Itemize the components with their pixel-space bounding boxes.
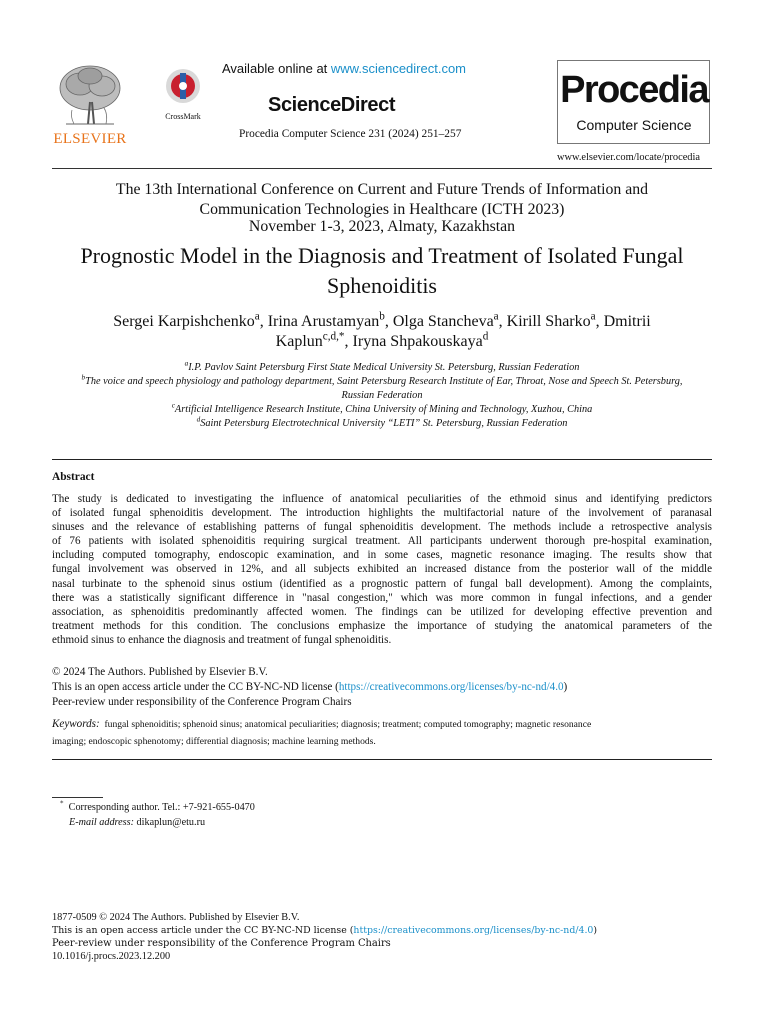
abstract-top-rule — [52, 459, 712, 460]
keywords-list-2: imaging; endoscopic sphenotomy; differential diagnosis; machine learning methods. — [52, 736, 376, 747]
keywords-list-1: fungal sphenoiditis; sphenoid sinus; anatomical peculiarities; diagnosis; treatment; computed tomography; magnetic resonance — [104, 719, 592, 730]
corresponding-author — [60, 799, 255, 813]
affiliation-b-cont: Russian Federation — [341, 390, 423, 401]
affil-mark: c — [171, 401, 175, 410]
crossmark-label: CrossMark — [165, 112, 201, 121]
abstract-line: treatment methods for this condition. The conclusions emphasize the importance of studying the anatomical parameters of the — [52, 619, 712, 632]
author-name: Iryna Shpakouskaya — [352, 333, 483, 350]
author-name: Kirill Sharko — [506, 313, 591, 330]
abstract-line: sinuses and the relevance of establishing patterns of fungal sphenoiditis development. The methods include a retrospective analysis — [52, 521, 712, 534]
abstract-line: ethmoid sinus to enhance the diagnosis and treatment of fungal sphenoiditis. — [52, 633, 392, 646]
available-prefix: Available online at — [222, 61, 331, 76]
open-access-notice — [52, 681, 567, 693]
keywords-label: Keywords: — [52, 718, 100, 730]
procedia-subtitle: Computer Science — [576, 117, 692, 133]
author-separator: , — [595, 313, 604, 330]
paper-title-line-1: Prognostic Model in the Diagnosis and Treatment of Isolated Fungal — [80, 243, 684, 268]
available-online — [222, 61, 466, 76]
author-affil-mark: d — [482, 330, 489, 343]
footer-open-access — [52, 925, 597, 936]
affil-mark: d — [196, 415, 201, 424]
abstract-line: association, as sphenoiditis predominantly affected women. The findings can be utilized for developing effective prevention and — [52, 605, 712, 618]
license-link[interactable]: https://creativecommons.org/licenses/by-nc-nd/4.0 — [338, 681, 564, 693]
conference-line-3: November 1-3, 2023, Almaty, Kazakhstan — [248, 218, 516, 235]
footer-peer-review: Peer-review under responsibility of the Conference Program Chairs — [52, 938, 391, 949]
sciencedirect-link[interactable]: www.sciencedirect.com — [330, 61, 467, 76]
affiliation-c — [52, 401, 712, 415]
journal-url[interactable]: www.elsevier.com/locate/procedia — [557, 152, 701, 163]
abstract-line: of isolated fungal sphenoiditis development. The introduction highlights the multifactorial nature of the involvement of paranasal — [52, 507, 712, 520]
abstract-line: of 76 patients with isolated sphenoiditis requiring surgical treatment. All participants underwent thorough pre-hospital examination, — [52, 535, 712, 548]
journal-citation: Procedia Computer Science 231 (2024) 251–257 — [239, 128, 462, 140]
authors-line-1 — [52, 310, 712, 331]
oa-suffix: ) — [563, 681, 568, 693]
footer-oa-prefix: This is an open access article under the CC BY-NC-ND license ( — [52, 925, 354, 936]
doi[interactable]: 10.1016/j.procs.2023.12.200 — [52, 951, 171, 962]
author-separator: , — [498, 313, 507, 330]
affil-text: The voice and speech physiology and pathology department, Saint Petersburg Research Institute of Ear, Throat, Nose and Speech St. Petersburg, — [85, 376, 683, 387]
author-affil-mark: a — [590, 310, 596, 323]
conference-line-1: The 13th International Conference on Current and Future Trends of Information and — [115, 181, 649, 198]
author-affil-mark: b — [379, 310, 385, 323]
header-divider — [52, 168, 712, 169]
email-label: E-mail address: — [69, 817, 134, 828]
email-line — [69, 817, 205, 828]
paper-title-line-2: Sphenoiditis — [326, 273, 437, 298]
affil-text: Artificial Intelligence Research Institute, China University of Mining and Technology, Xuzhou, China — [174, 404, 593, 415]
author-affil-mark: a — [254, 310, 260, 323]
affiliation-a — [52, 359, 712, 373]
peer-review-notice: Peer-review under responsibility of the Conference Program Chairs — [52, 696, 352, 708]
author-separator: , — [344, 333, 353, 350]
sciencedirect-brand: ScienceDirect — [268, 94, 396, 116]
abstract-line: including computed tomography, endoscopic examination, and in some cases, magnetic resonance imaging. The results show that — [52, 549, 712, 562]
affil-mark: b — [81, 373, 86, 382]
abstract-line: nasal turbinate to the sphenoid sinus ostium (identified as a prognostic pattern of fungal ball development). Among the complaints, — [52, 577, 712, 590]
author-separator: , — [384, 313, 393, 330]
author-separator: , — [259, 313, 268, 330]
abstract-line: there was a statistically significant difference in "nasal congestion," which was more common in fungal infections, and a gender — [52, 591, 712, 604]
author-name-last: Kaplun — [275, 333, 323, 350]
corresponding-text: Corresponding author. Tel.: +7-921-655-0470 — [68, 802, 255, 813]
abstract-body — [52, 492, 712, 647]
author-name: Irina Arustamyan — [267, 313, 380, 330]
author-name: Olga Stancheva — [392, 313, 494, 330]
abstract-line: The study is dedicated to investigating the influence of anatomical peculiarities of the ethmoid sinus and identifying predictors — [52, 493, 712, 505]
affiliation-d — [52, 415, 712, 429]
issn-copyright: 1877-0509 © 2024 The Authors. Published by Elsevier B.V. — [52, 912, 300, 923]
email-address[interactable]: dikaplun@etu.ru — [136, 817, 206, 828]
footnote-rule — [52, 797, 103, 798]
oa-prefix: This is an open access article under the CC BY-NC-ND license ( — [52, 681, 339, 693]
footer-oa-suffix: ) — [593, 925, 598, 936]
author-affil-mark: a — [493, 310, 499, 323]
abstract-bottom-rule — [52, 759, 712, 760]
affil-text: Saint Petersburg Electrotechnical University “LETI” St. Petersburg, Russian Federation — [200, 418, 568, 429]
abstract-line: fungal involvement was observed in 12%, and all subjects exhibited an increased distance from the posterior wall of the middle — [52, 563, 712, 576]
author-name: Sergei Karpishchenko — [113, 313, 255, 330]
publisher-wordmark: ELSEVIER — [53, 131, 127, 147]
copyright-notice: © 2024 The Authors. Published by Elsevier B.V. — [52, 666, 268, 678]
author-name-first: Dmitrii — [603, 313, 651, 330]
affiliation-b — [52, 373, 712, 387]
abstract-heading: Abstract — [52, 471, 95, 483]
conference-line-2: Communication Technologies in Healthcare (ICTH 2023) — [199, 201, 565, 218]
author-affil-mark: c,d,* — [322, 330, 345, 343]
footnote-star: * — [60, 799, 64, 808]
affil-mark: a — [184, 359, 189, 368]
authors-line-2 — [52, 330, 712, 351]
procedia-title: Procedia — [560, 69, 708, 111]
keywords — [52, 718, 712, 730]
footer-license-link[interactable]: https://creativecommons.org/licenses/by-nc-nd/4.0 — [353, 925, 594, 936]
affil-text: I.P. Pavlov Saint Petersburg First State Medical University St. Petersburg, Russian Federation — [188, 362, 580, 373]
crossmark-icon[interactable] — [160, 68, 206, 121]
